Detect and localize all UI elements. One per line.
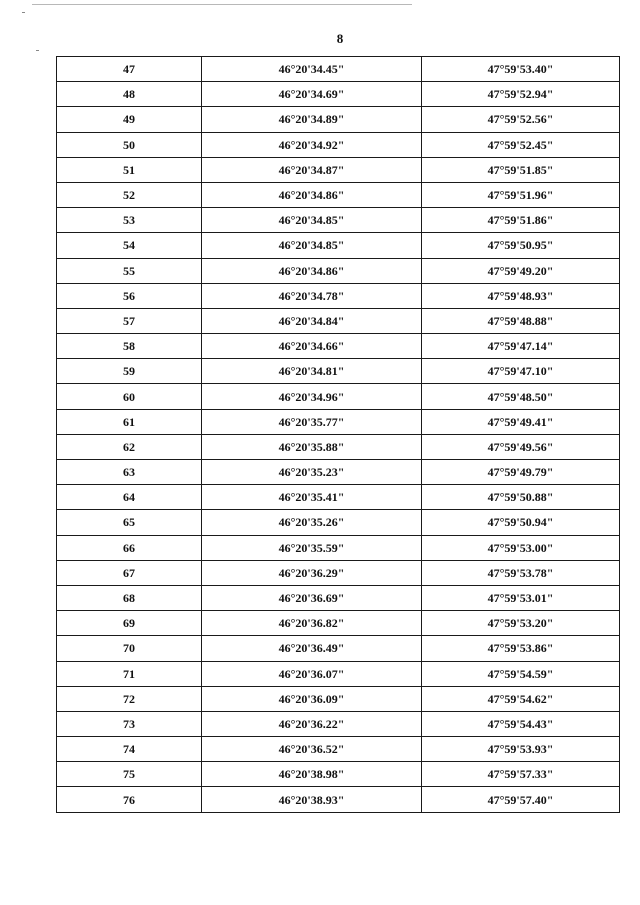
longitude-cell: 47°59'49.56": [422, 434, 620, 459]
point-number-cell: 53: [57, 208, 202, 233]
longitude-cell: 47°59'57.40": [422, 787, 620, 812]
latitude-cell: 46°20'36.69": [202, 585, 422, 610]
point-number-cell: 50: [57, 132, 202, 157]
longitude-cell: 47°59'50.88": [422, 485, 620, 510]
page-number: 8: [336, 31, 344, 46]
longitude-cell: 47°59'54.59": [422, 661, 620, 686]
point-number-cell: 65: [57, 510, 202, 535]
latitude-cell: 46°20'34.81": [202, 359, 422, 384]
latitude-cell: 46°20'35.59": [202, 535, 422, 560]
longitude-cell: 47°59'49.79": [422, 460, 620, 485]
point-number-cell: 69: [57, 611, 202, 636]
latitude-cell: 46°20'36.09": [202, 686, 422, 711]
scan-mark: [36, 50, 39, 51]
latitude-cell: 46°20'36.52": [202, 737, 422, 762]
latitude-cell: 46°20'38.98": [202, 762, 422, 787]
longitude-cell: 47°59'47.14": [422, 334, 620, 359]
point-number-cell: 54: [57, 233, 202, 258]
longitude-cell: 47°59'53.20": [422, 611, 620, 636]
longitude-cell: 47°59'49.20": [422, 258, 620, 283]
latitude-cell: 46°20'36.22": [202, 711, 422, 736]
table-row: [57, 308, 620, 333]
latitude-cell: 46°20'34.69": [202, 82, 422, 107]
point-number-cell: 67: [57, 560, 202, 585]
latitude-cell: 46°20'34.86": [202, 182, 422, 207]
latitude-cell: 46°20'34.92": [202, 132, 422, 157]
table-row: [57, 661, 620, 686]
table-row: [57, 258, 620, 283]
longitude-cell: 47°59'47.10": [422, 359, 620, 384]
point-number-cell: 75: [57, 762, 202, 787]
table-row: [57, 157, 620, 182]
longitude-cell: 47°59'54.62": [422, 686, 620, 711]
longitude-cell: 47°59'51.86": [422, 208, 620, 233]
point-number-cell: 66: [57, 535, 202, 560]
point-number-cell: 55: [57, 258, 202, 283]
point-number-cell: 68: [57, 585, 202, 610]
point-number-cell: 74: [57, 737, 202, 762]
latitude-cell: 46°20'35.88": [202, 434, 422, 459]
latitude-cell: 46°20'34.66": [202, 334, 422, 359]
table-row: [57, 611, 620, 636]
table-row: [57, 560, 620, 585]
point-number-cell: 58: [57, 334, 202, 359]
table-row: [57, 485, 620, 510]
latitude-cell: 46°20'35.23": [202, 460, 422, 485]
coordinates-table-body: [57, 57, 620, 813]
point-number-cell: 49: [57, 107, 202, 132]
longitude-cell: 47°59'52.56": [422, 107, 620, 132]
latitude-cell: 46°20'36.49": [202, 636, 422, 661]
latitude-cell: 46°20'35.26": [202, 510, 422, 535]
table-row: [57, 762, 620, 787]
longitude-cell: 47°59'51.85": [422, 157, 620, 182]
table-row: [57, 233, 620, 258]
table-row: [57, 434, 620, 459]
table-row: [57, 409, 620, 434]
table-row: [57, 208, 620, 233]
table-row: [57, 283, 620, 308]
longitude-cell: 47°59'48.88": [422, 308, 620, 333]
point-number-cell: 73: [57, 711, 202, 736]
longitude-cell: 47°59'53.01": [422, 585, 620, 610]
longitude-cell: 47°59'53.78": [422, 560, 620, 585]
scan-mark: [22, 12, 25, 13]
table-row: [57, 384, 620, 409]
table-row: [57, 510, 620, 535]
longitude-cell: 47°59'53.40": [422, 57, 620, 82]
point-number-cell: 70: [57, 636, 202, 661]
table-row: [57, 585, 620, 610]
longitude-cell: 47°59'57.33": [422, 762, 620, 787]
point-number-cell: 64: [57, 485, 202, 510]
coordinates-table: [56, 56, 620, 813]
latitude-cell: 46°20'34.86": [202, 258, 422, 283]
latitude-cell: 46°20'34.87": [202, 157, 422, 182]
longitude-cell: 47°59'53.00": [422, 535, 620, 560]
table-row: [57, 636, 620, 661]
latitude-cell: 46°20'34.89": [202, 107, 422, 132]
point-number-cell: 60: [57, 384, 202, 409]
point-number-cell: 48: [57, 82, 202, 107]
longitude-cell: 47°59'53.86": [422, 636, 620, 661]
table-row: [57, 787, 620, 812]
table-row: [57, 107, 620, 132]
latitude-cell: 46°20'34.96": [202, 384, 422, 409]
point-number-cell: 57: [57, 308, 202, 333]
longitude-cell: 47°59'48.50": [422, 384, 620, 409]
point-number-cell: 63: [57, 460, 202, 485]
point-number-cell: 61: [57, 409, 202, 434]
table-row: [57, 737, 620, 762]
point-number-cell: 56: [57, 283, 202, 308]
latitude-cell: 46°20'35.41": [202, 485, 422, 510]
latitude-cell: 46°20'34.84": [202, 308, 422, 333]
latitude-cell: 46°20'34.78": [202, 283, 422, 308]
point-number-cell: 47: [57, 57, 202, 82]
latitude-cell: 46°20'38.93": [202, 787, 422, 812]
table-row: [57, 57, 620, 82]
table-row: [57, 359, 620, 384]
longitude-cell: 47°59'53.93": [422, 737, 620, 762]
table-row: [57, 334, 620, 359]
longitude-cell: 47°59'52.45": [422, 132, 620, 157]
table-row: [57, 82, 620, 107]
table-row: [57, 686, 620, 711]
point-number-cell: 51: [57, 157, 202, 182]
longitude-cell: 47°59'52.94": [422, 82, 620, 107]
point-number-cell: 76: [57, 787, 202, 812]
table-row: [57, 132, 620, 157]
point-number-cell: 62: [57, 434, 202, 459]
point-number-cell: 72: [57, 686, 202, 711]
point-number-cell: 59: [57, 359, 202, 384]
longitude-cell: 47°59'50.95": [422, 233, 620, 258]
latitude-cell: 46°20'34.45": [202, 57, 422, 82]
point-number-cell: 52: [57, 182, 202, 207]
longitude-cell: 47°59'54.43": [422, 711, 620, 736]
point-number-cell: 71: [57, 661, 202, 686]
latitude-cell: 46°20'36.29": [202, 560, 422, 585]
longitude-cell: 47°59'48.93": [422, 283, 620, 308]
longitude-cell: 47°59'49.41": [422, 409, 620, 434]
longitude-cell: 47°59'50.94": [422, 510, 620, 535]
table-row: [57, 535, 620, 560]
latitude-cell: 46°20'36.07": [202, 661, 422, 686]
table-row: [57, 460, 620, 485]
top-rule: [32, 4, 412, 5]
longitude-cell: 47°59'51.96": [422, 182, 620, 207]
latitude-cell: 46°20'36.82": [202, 611, 422, 636]
latitude-cell: 46°20'34.85": [202, 233, 422, 258]
table-row: [57, 182, 620, 207]
latitude-cell: 46°20'34.85": [202, 208, 422, 233]
table-row: [57, 711, 620, 736]
latitude-cell: 46°20'35.77": [202, 409, 422, 434]
